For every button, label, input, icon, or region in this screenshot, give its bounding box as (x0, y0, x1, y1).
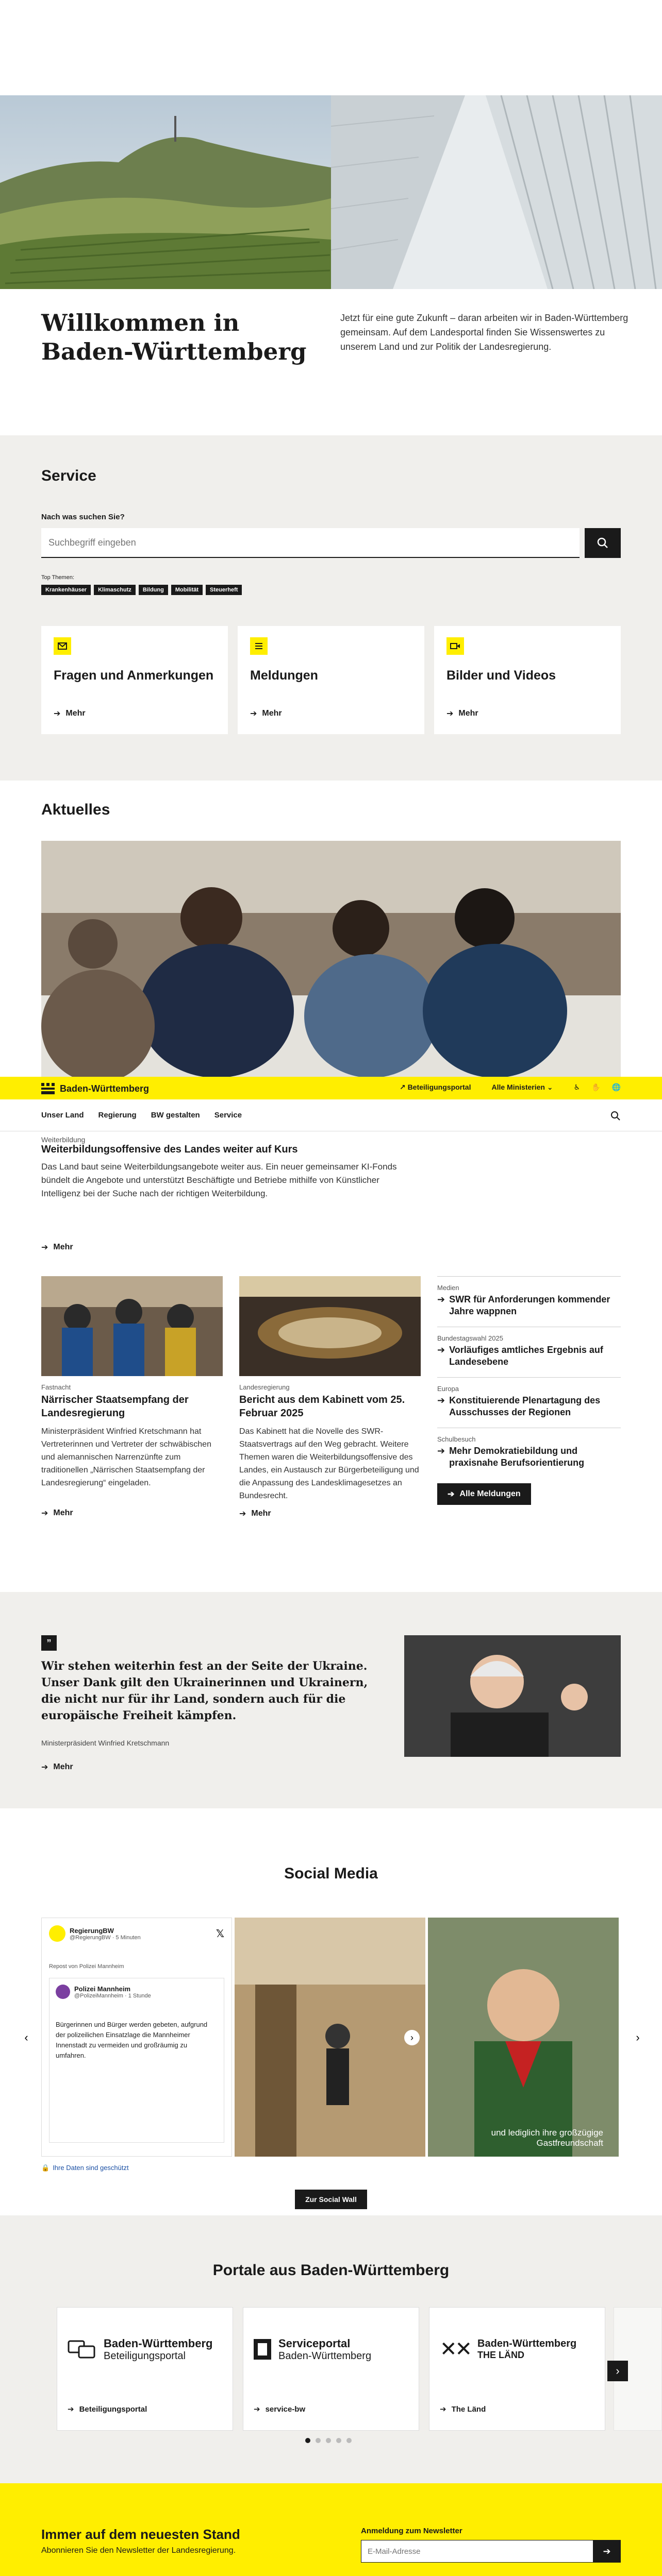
serviceportal-logo: Serviceportal Baden-Württemberg (254, 2321, 408, 2378)
arrow-right-icon: ➔ (54, 709, 61, 718)
newsletter-section (0, 2483, 662, 2576)
list-icon (250, 637, 268, 655)
news-kicker: Landesregierung (239, 1383, 290, 1391)
aktuelles-teaser-image[interactable] (41, 841, 621, 1077)
main-navigation (41, 1111, 242, 1120)
x-logo-icon: 𝕏 (216, 1928, 224, 1940)
service-card-link[interactable]: ➔ Mehr (250, 709, 282, 718)
quote-portrait-image (404, 1635, 621, 1757)
carousel-dots (305, 2438, 352, 2443)
newsletter-label: Anmeldung zum Newsletter (361, 2527, 462, 2535)
portale-heading: Portale aus Baden-Württemberg (212, 2262, 450, 2279)
social-post-card[interactable] (41, 1918, 232, 2157)
side-news-kicker: Medien (437, 1284, 459, 1292)
brand-name: Baden-Württemberg (60, 1083, 150, 1094)
welcome-section (0, 289, 662, 435)
social-image-card[interactable] (235, 1918, 425, 2157)
portal-link[interactable]: ➔ Beteiligungsportal (68, 2404, 147, 2414)
hero-images (0, 95, 662, 289)
video-icon (446, 637, 464, 655)
news-text: Das Kabinett hat die Novelle des SWR-Staatsvertrags auf den Weg gebracht. Weitere Themen waren die Weiterbildungsoffensive des Landes, ein Austausch zur Bürgerbeteiligung und die Anpassung des Landesklimagesetzes an Bundesrecht. (239, 1427, 419, 1500)
news-image (41, 1276, 223, 1376)
carousel-dot[interactable] (346, 2438, 352, 2443)
quote-icon: ” (41, 1635, 57, 1651)
arrow-right-icon: ➔ (41, 1243, 48, 1252)
arrow-right-icon: ➔ (250, 709, 257, 718)
service-card-title: Fragen und Anmerkungen (54, 668, 214, 683)
serviceportal-icon (254, 2339, 271, 2360)
carousel-next-button[interactable] (630, 2030, 646, 2045)
brand-logo[interactable] (41, 1083, 149, 1094)
topic-chip[interactable]: Steuerheft (206, 585, 242, 595)
header-yellow-bar (0, 1077, 662, 1099)
portal-card[interactable] (429, 2307, 605, 2431)
side-news-item[interactable] (437, 1428, 621, 1478)
globe-icon[interactable]: 🌐 (611, 1083, 621, 1091)
all-news-button[interactable]: ➔ Alle Meldungen (437, 1483, 531, 1505)
news-more-link[interactable]: ➔ Mehr (239, 1509, 271, 1518)
carousel-dot[interactable] (326, 2438, 331, 2443)
feature-kicker: Weiterbildung (41, 1136, 86, 1144)
hero-landscape-image (0, 95, 331, 289)
topic-chip[interactable]: Krankenhäuser (41, 585, 91, 595)
service-card-title: Bilder und Videos (446, 668, 556, 683)
beteiligungsportal-link[interactable]: ↗ Beteiligungsportal (399, 1083, 471, 1091)
topic-chip[interactable]: Bildung (139, 585, 168, 595)
repost-label: Repost von Polizei Mannheim (49, 1963, 124, 1970)
news-title: Bericht aus dem Kabinett vom 25. Februar 2025 (239, 1394, 405, 1419)
side-news-title: ➔ Vorläufiges amtliches Ergebnis auf Landesebene (437, 1345, 603, 1367)
quote-text: Wir stehen weiterhin fest an der Seite der Ukraine. Unser Dank gilt den Ukrainerinnen und Ukrainern, die nicht nur für ihr Land, sondern auch für die europäische Freiheit kämpfen. (41, 1659, 368, 1722)
chevron-right-icon: › (410, 2032, 413, 2043)
social-wall-wrap (0, 2190, 662, 2209)
feature-text: Das Land baut seine Weiterbildungsangebote weiter aus. Ein neuer gemeinsamer KI-Fonds bündelt die Angebote und unterstützt Beschäftigte und Betriebe mithilfe von Künstlicher Intelligenz bei der Suche nach der richtigen Weiterbildung. (41, 1162, 397, 1198)
speech-bubbles-icon (68, 2338, 96, 2361)
carousel-dot-active[interactable] (305, 2438, 310, 2443)
social-media-section (0, 1808, 662, 2215)
chevron-left-icon: ‹ (24, 2031, 28, 2044)
side-news-kicker: Bundestagswahl 2025 (437, 1334, 503, 1342)
side-news-item[interactable] (437, 1276, 621, 1327)
side-news-kicker: Schulbesuch (437, 1435, 476, 1443)
search-label: Nach was suchen Sie? (41, 513, 125, 521)
portal-card[interactable] (57, 2307, 233, 2431)
news-card[interactable] (41, 1276, 223, 1518)
newsletter-text: Abonnieren Sie den Newsletter der Landesregierung. (41, 2546, 236, 2555)
arrow-right-icon: ➔ (437, 1446, 445, 1456)
search-icon (597, 537, 608, 549)
lock-icon: 🔒 (41, 2164, 50, 2172)
arrow-right-icon: ➔ (440, 2405, 446, 2414)
data-protection-note[interactable]: 🔒 Ihre Daten sind geschützt (41, 2164, 129, 2172)
portal-card[interactable] (243, 2307, 419, 2431)
social-image-card[interactable] (428, 1918, 619, 2157)
side-news-title: ➔ Mehr Demokratiebildung und praxisnahe Berufsorientierung (437, 1446, 585, 1468)
arrow-right-icon: ➔ (446, 709, 454, 718)
arrow-right-icon: ➔ (68, 2405, 74, 2414)
post-header: RegierungBW @RegierungBW · 5 Minuten (49, 1925, 141, 1942)
beteiligungsportal-logo: Baden-Württemberg Beteiligungsportal (68, 2321, 222, 2378)
news-title: Närrischer Staatsempfang der Landesregierung (41, 1394, 189, 1419)
embedded-post: Polizei Mannheim @PolizeiMannheim · 1 Stunde Bürgerinnen und Bürger werden gebeten, aufgrund der polizeilichen Einsatzlage die Mannheimer Innenstadt zu vermeiden und großräumig zu umfahren. (49, 1978, 224, 2143)
side-news-list (437, 1276, 621, 1505)
carousel-dot[interactable] (336, 2438, 341, 2443)
sign-language-icon[interactable]: ✋ (591, 1083, 601, 1091)
topic-chip[interactable]: Klimaschutz (94, 585, 136, 595)
welcome-title: Willkommen in Baden-Württemberg (41, 309, 307, 365)
service-card-title: Meldungen (250, 668, 318, 683)
nav-item-bw-gestalten[interactable]: BW gestalten (151, 1111, 200, 1120)
chevron-right-icon: › (636, 2031, 640, 2044)
chevron-down-icon: ⌄ (547, 1083, 553, 1091)
side-news-kicker: Europa (437, 1385, 459, 1393)
nav-item-service[interactable]: Service (214, 1111, 242, 1120)
side-news-title: ➔ SWR für Anforderungen kommender Jahre wappnen (437, 1294, 610, 1316)
news-kicker: Fastnacht (41, 1383, 71, 1391)
portale-section (0, 2215, 662, 2483)
search-icon[interactable] (610, 1111, 621, 1121)
portal-link[interactable]: ➔ service-bw (254, 2404, 306, 2414)
site-header (0, 1077, 662, 1131)
arrow-right-icon: ➔ (239, 1510, 246, 1518)
side-news-item[interactable] (437, 1327, 621, 1377)
arrow-right-icon: ➔ (448, 1490, 455, 1499)
aktuelles-heading: Aktuelles (41, 801, 110, 818)
newsletter-submit-button[interactable] (593, 2540, 621, 2563)
news-text: Ministerpräsident Winfried Kretschmann hat Vertreterinnen und Vertreter der schwäbischen und alemannischen Narrenzünfte zum traditionellen „Närrischen Staatsempfang der Landesregierung“ eingeladen. (41, 1427, 211, 1487)
search-input[interactable] (41, 528, 580, 558)
the-laend-logo: ✕✕ Baden-Württemberg THE LÄND (440, 2338, 577, 2361)
service-card-link[interactable]: ➔ Mehr (54, 709, 86, 718)
state-crest-icon (41, 1083, 55, 1094)
arrow-right-icon: ➔ (603, 2546, 611, 2556)
side-news-item[interactable] (437, 1377, 621, 1428)
service-heading: Service (41, 467, 96, 484)
chevron-right-icon: › (616, 2364, 620, 2377)
feature-title: Weiterbildungsoffensive des Landes weiter auf Kurs (41, 1144, 298, 1155)
accessibility-icon[interactable]: ♿ (573, 1083, 581, 1091)
nav-item-regierung[interactable]: Regierung (98, 1111, 137, 1120)
service-card-questions[interactable] (41, 626, 228, 734)
service-card-media[interactable] (434, 626, 621, 734)
arrow-right-icon: ➔ (254, 2405, 260, 2414)
service-card-news[interactable] (238, 626, 424, 734)
side-news-title: ➔ Konstituierende Plenartagung des Ausschusses der Regionen (437, 1395, 601, 1417)
welcome-text: Jetzt für eine gute Zukunft – daran arbeiten wir in Baden-Württemberg gemeinsam. Auf dem Landesportal finden Sie Wissenswertes zu unserem Land und zur Politik der Landesregierung. (340, 313, 628, 352)
service-card-link[interactable]: ➔ Mehr (446, 709, 478, 718)
newsletter-email-input[interactable] (361, 2540, 593, 2563)
arrow-right-icon: ➔ (437, 1395, 445, 1405)
post-text: Bürgerinnen und Bürger werden gebeten, aufgrund der polizeilichen Einsatzlage die Mannheimer Innenstadt zu vermeiden und großräumig zu umfahren. (56, 2021, 208, 2059)
service-section (0, 435, 662, 781)
avatar (49, 1925, 65, 1942)
featured-article[interactable] (41, 1131, 621, 1265)
news-image (239, 1276, 421, 1376)
carousel-dot[interactable] (316, 2438, 321, 2443)
arrow-right-icon: ➔ (41, 1509, 48, 1518)
quote-section (0, 1592, 662, 1808)
arrow-right-icon: ➔ (437, 1294, 445, 1304)
social-wall-button[interactable]: Zur Social Wall (295, 2190, 367, 2209)
portal-link[interactable]: ➔ The Länd (440, 2404, 486, 2414)
avatar (56, 1985, 70, 1999)
crest-icon: ✕✕ (440, 2338, 471, 2361)
mail-icon (54, 637, 71, 655)
carousel-prev-button[interactable] (19, 2030, 34, 2045)
search-button[interactable] (585, 528, 621, 558)
quote-more-link[interactable]: ➔ Mehr (41, 1762, 73, 1772)
topics-label: Top Themen: (41, 574, 75, 581)
carousel-inner-next[interactable] (404, 2030, 420, 2045)
hero-architecture-image (331, 95, 662, 289)
arrow-right-icon: ➔ (437, 1345, 445, 1355)
feature-more-link[interactable]: ➔ Mehr (41, 1243, 73, 1252)
news-card[interactable] (239, 1276, 421, 1519)
arrow-right-icon: ➔ (41, 1763, 48, 1772)
ministerien-dropdown[interactable]: Alle Ministerien ⌄ (491, 1083, 553, 1091)
social-heading: Social Media (284, 1865, 378, 1882)
topic-chips (41, 585, 245, 595)
quote-source: Ministerpräsident Winfried Kretschmann (41, 1739, 170, 1747)
news-more-link[interactable]: ➔ Mehr (41, 1509, 73, 1518)
nav-item-unser-land[interactable]: Unser Land (41, 1111, 84, 1120)
topic-chip[interactable]: Mobilität (171, 585, 203, 595)
header-tools (400, 1083, 621, 1092)
newsletter-title: Immer auf dem neuesten Stand (41, 2527, 240, 2542)
social-caption: und lediglich ihre großzügige Gastfreundschaft (491, 2128, 603, 2148)
portal-next-button[interactable] (607, 2361, 628, 2381)
